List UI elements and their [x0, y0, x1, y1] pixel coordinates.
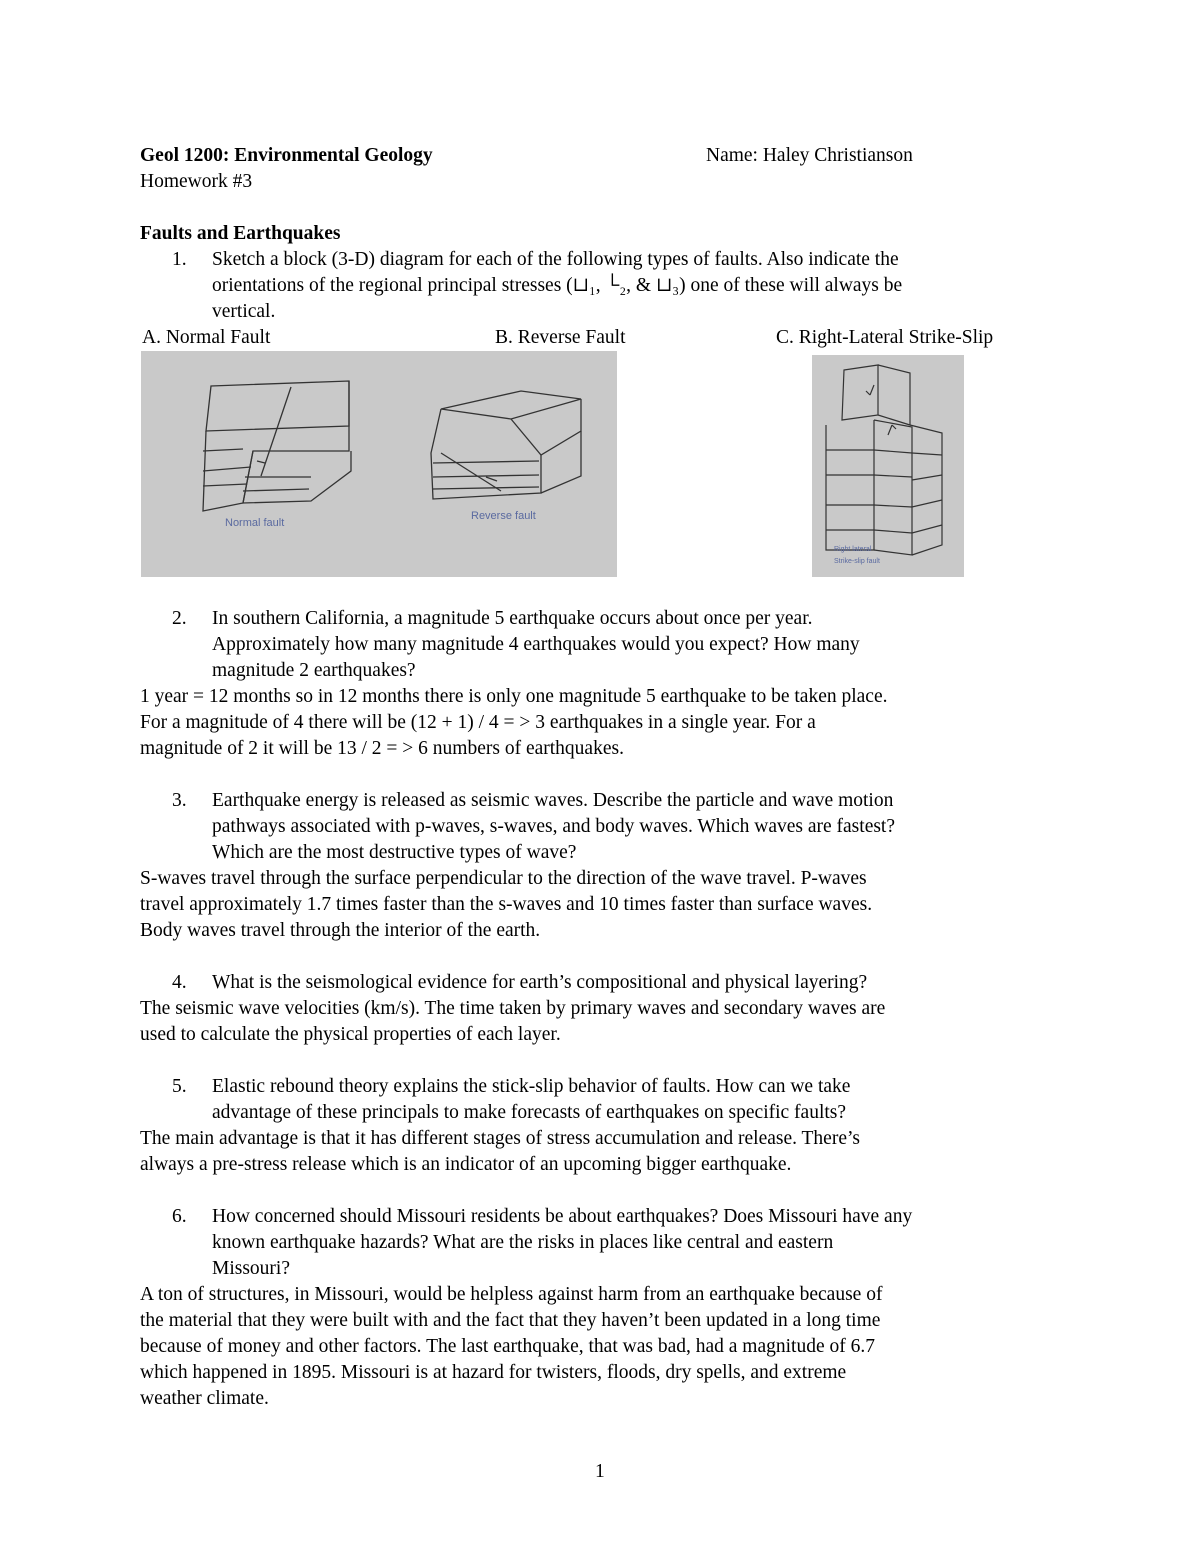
course-title: Geol 1200: Environmental Geology — [140, 145, 433, 166]
q2-answer-1: 1 year = 12 months so in 12 months there is only one magnitude 5 earthquake to be taken place. — [140, 686, 888, 707]
q4-question-1: What is the seismological evidence for earth’s compositional and physical layering? — [212, 972, 868, 993]
q5-question-1: Elastic rebound theory explains the stick-slip behavior of faults. How can we take — [212, 1076, 851, 1097]
q4-answer-2: used to calculate the physical properties of each layer. — [140, 1024, 561, 1045]
section-title: Faults and Earthquakes — [140, 223, 341, 244]
q1-number: 1. — [172, 249, 187, 270]
strike-slip-handwritten-label-2: Strike-slip fault — [834, 558, 880, 565]
label-reverse-fault: B. Reverse Fault — [495, 327, 626, 348]
q2-answer-2: For a magnitude of 4 there will be (12 + 1) / 4 = > 3 earthquakes in a single year. For a — [140, 712, 816, 733]
q5-question-2: advantage of these principals to make forecasts of earthquakes on specific faults? — [212, 1102, 847, 1123]
q3-question-3: Which are the most destructive types of wave? — [212, 842, 577, 863]
q3-answer-3: Body waves travel through the interior of the earth. — [140, 920, 541, 941]
student-name: Name: Haley Christianson — [706, 145, 913, 166]
q6-answer-2: the material that they were built with and the fact that they haven’t been updated in a long time — [140, 1310, 881, 1331]
q6-answer-3: because of money and other factors. The last earthquake, that was bad, had a magnitude of 6.7 — [140, 1336, 875, 1357]
page-number: 1 — [595, 1461, 605, 1482]
q3-answer-1: S-waves travel through the surface perpendicular to the direction of the wave travel. P-waves — [140, 868, 867, 889]
q6-answer-5: weather climate. — [140, 1388, 269, 1409]
normal-reverse-fault-sketch — [141, 351, 617, 577]
reverse-fault-handwritten-label: Reverse fault — [471, 510, 536, 522]
q6-number: 6. — [172, 1206, 187, 1227]
normal-fault-handwritten-label: Normal fault — [225, 517, 285, 529]
q4-number: 4. — [172, 972, 187, 993]
q1-line-2: orientations of the regional principal stresses (⊔₁, └₂, & ⊔₃) one of these will always be — [212, 275, 903, 296]
q3-number: 3. — [172, 790, 187, 811]
q6-answer-1: A ton of structures, in Missouri, would be helpless against harm from an earthquake because of — [140, 1284, 883, 1305]
label-strike-slip: C. Right-Lateral Strike-Slip — [776, 327, 994, 348]
q6-question-3: Missouri? — [212, 1258, 290, 1279]
q3-question-1: Earthquake energy is released as seismic waves. Describe the particle and wave motion — [212, 790, 894, 811]
q5-number: 5. — [172, 1076, 187, 1097]
strike-slip-fault-sketch — [812, 355, 964, 577]
q1-line-1: Sketch a block (3-D) diagram for each of the following types of faults. Also indicate the — [212, 249, 899, 270]
strike-slip-handwritten-label-1: Right lateral — [834, 546, 872, 553]
q6-answer-4: which happened in 1895. Missouri is at hazard for twisters, floods, dry spells, and extreme — [140, 1362, 847, 1383]
q5-answer-2: always a pre-stress release which is an indicator of an upcoming bigger earthquake. — [140, 1154, 792, 1175]
q2-number: 2. — [172, 608, 187, 629]
q4-answer-1: The seismic wave velocities (km/s). The time taken by primary waves and secondary waves are — [140, 998, 886, 1019]
homework-number: Homework #3 — [140, 171, 253, 192]
q3-question-2: pathways associated with p-waves, s-waves, and body waves. Which waves are fastest? — [212, 816, 896, 837]
label-normal-fault: A. Normal Fault — [142, 327, 271, 348]
q5-answer-1: The main advantage is that it has different stages of stress accumulation and release. There’s — [140, 1128, 860, 1149]
fault-sketch-photo — [141, 351, 617, 577]
q3-answer-2: travel approximately 1.7 times faster than the s-waves and 10 times faster than surface waves. — [140, 894, 873, 915]
q2-question-1: In southern California, a magnitude 5 earthquake occurs about once per year. — [212, 608, 813, 629]
strike-slip-sketch-photo — [812, 355, 964, 577]
q2-question-2: Approximately how many magnitude 4 earthquakes would you expect? How many — [212, 634, 860, 655]
q1-line-3: vertical. — [212, 301, 276, 322]
q6-question-2: known earthquake hazards? What are the risks in places like central and eastern — [212, 1232, 834, 1253]
q2-answer-3: magnitude of 2 it will be 13 / 2 = > 6 numbers of earthquakes. — [140, 738, 624, 759]
q2-question-3: magnitude 2 earthquakes? — [212, 660, 416, 681]
q6-question-1: How concerned should Missouri residents be about earthquakes? Does Missouri have any — [212, 1206, 913, 1227]
